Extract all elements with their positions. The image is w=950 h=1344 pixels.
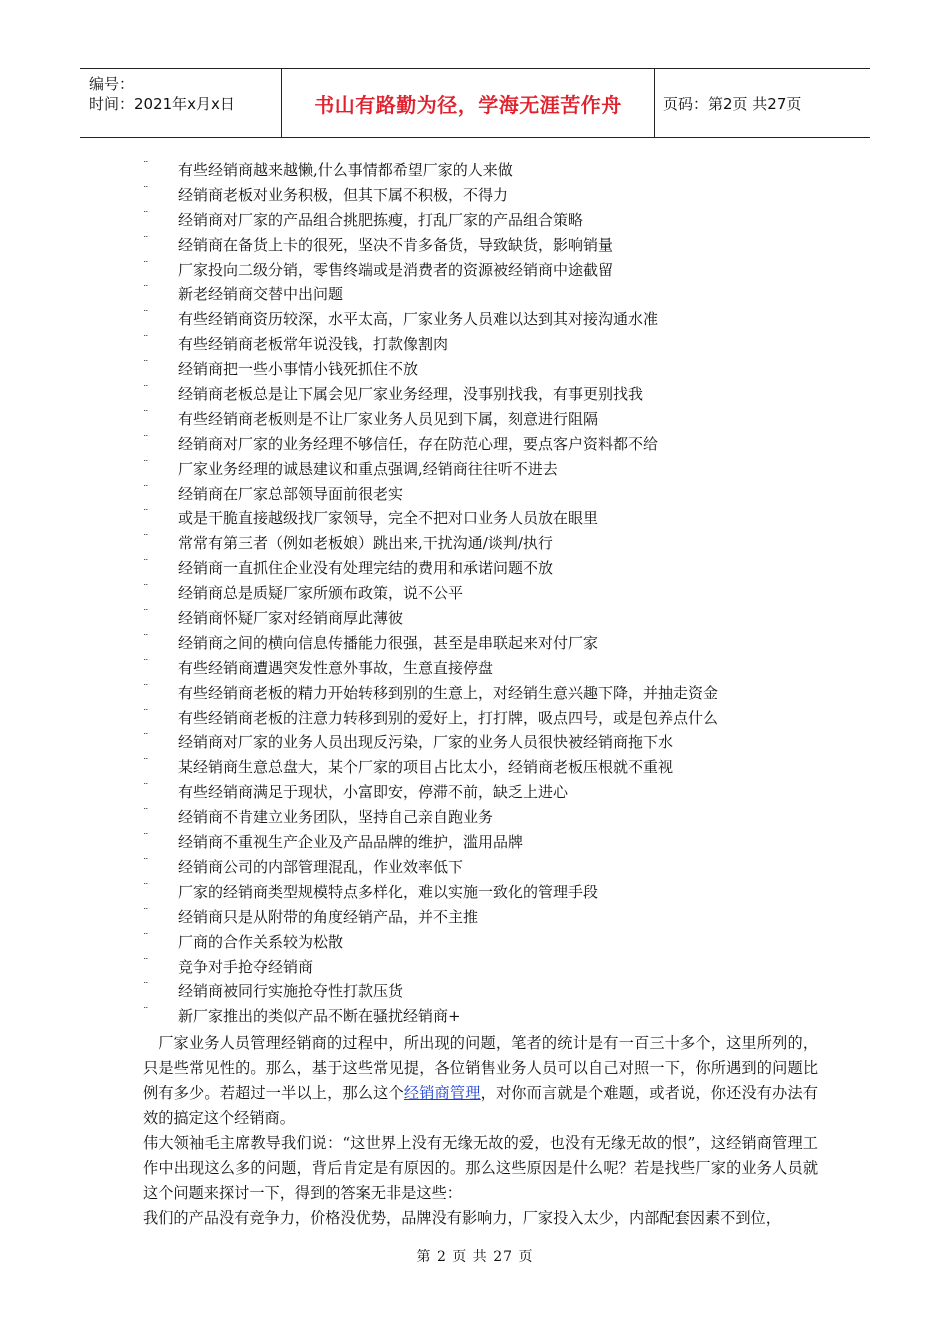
list-item-text: 新厂家推出的类似产品不断在骚扰经销商+ <box>178 1007 461 1026</box>
list-item <box>143 730 823 755</box>
list-item <box>143 432 823 457</box>
list-item <box>143 905 823 930</box>
bullet-icon: ¨ <box>143 831 149 845</box>
list-item <box>143 780 823 805</box>
list-item-text: 有些经销商满足于现状，小富即安，停滞不前，缺乏上进心 <box>178 783 569 802</box>
list-item <box>143 531 823 556</box>
link-dealer-management[interactable]: 经销商管理 <box>403 1083 481 1102</box>
list-item-text: 有些经销商老板则是不让厂家业务人员见到下属，刻意进行阻隔 <box>178 409 599 428</box>
bullet-icon: ¨ <box>143 557 149 571</box>
list-item <box>143 158 823 183</box>
problem-list <box>143 158 823 1029</box>
bullet-icon: ¨ <box>143 980 149 994</box>
list-item-text: 或是干脆直接越级找厂家领导，完全不把对口业务人员放在眼里 <box>178 509 599 528</box>
list-item <box>143 755 823 780</box>
paragraph-3: 我们的产品没有竞争力，价格没优势，品牌没有影响力，厂家投入太少，内部配套因素不到位， <box>143 1209 781 1227</box>
list-item-text: 经销商不肯建立业务团队，坚持自己亲自跑业务 <box>178 808 494 827</box>
list-item <box>143 208 823 233</box>
paragraph-1 <box>143 1031 818 1131</box>
bullet-icon: ¨ <box>143 930 149 944</box>
list-item <box>143 332 823 357</box>
bullet-icon: ¨ <box>143 457 149 471</box>
list-item <box>143 258 823 283</box>
list-item-text: 竞争对手抢夺经销商 <box>178 957 314 976</box>
list-item-text: 经销商只是从附带的角度经销产品，并不主推 <box>178 907 479 926</box>
list-item-text: 厂家投向二级分销，零售终端或是消费者的资源被经销商中途截留 <box>178 260 614 279</box>
list-item <box>143 307 823 332</box>
bullet-icon: ¨ <box>143 482 149 496</box>
list-item <box>143 706 823 731</box>
list-item-text: 有些经销商老板常年说没钱，打款像割肉 <box>178 335 449 354</box>
list-item <box>143 606 823 631</box>
bullet-icon: ¨ <box>143 432 149 446</box>
list-item-text: 经销商老板对业务积极，但其下属不积极，不得力 <box>178 185 509 204</box>
number-label: 编号： <box>89 75 135 93</box>
list-item <box>143 282 823 307</box>
list-item-text: 经销商一直抓住企业没有处理完结的费用和承诺问题不放 <box>178 559 554 578</box>
bullet-icon: ¨ <box>143 855 149 869</box>
list-item-text: 经销商公司的内部管理混乱，作业效率低下 <box>178 857 464 876</box>
list-item <box>143 581 823 606</box>
paragraph-2: 伟大领袖毛主席教导我们说：“这世界上没有无缘无故的爱，也没有无缘无故的恨”，这经销商管理工作中出现这么多的问题，背后肯定是有原因的。那么这些原因是什么呢？若是找些厂家的业务人员就这个问题来探讨一下，得到的答案无非是这些： <box>143 1134 818 1202</box>
bullet-icon: ¨ <box>143 258 149 272</box>
bullet-icon: ¨ <box>143 582 149 596</box>
list-item-text: 经销商被同行实施抢夺性打款压货 <box>178 982 404 1001</box>
list-item <box>143 830 823 855</box>
list-item-text: 经销商怀疑厂家对经销商厚此薄彼 <box>178 609 404 628</box>
list-item <box>143 482 823 507</box>
list-item <box>143 233 823 258</box>
list-item-text: 经销商在备货上卡的很死，坚决不肯多备货，导致缺货，影响销量 <box>178 235 614 254</box>
bullet-icon: ¨ <box>143 159 149 172</box>
bullet-icon: ¨ <box>143 656 149 670</box>
list-item-text: 厂家的经销商类型规模特点多样化，难以实施一致化的管理手段 <box>178 882 599 901</box>
list-item-text: 有些经销商资历较深，水平太高，厂家业务人员难以达到其对接沟通水准 <box>178 310 659 329</box>
list-item-text: 经销商对厂家的业务人员出现反污染，厂家的业务人员很快被经销商拖下水 <box>178 733 674 752</box>
list-item <box>143 407 823 432</box>
bullet-icon: ¨ <box>143 880 149 894</box>
bullet-icon: ¨ <box>143 308 149 322</box>
bullet-icon: ¨ <box>143 532 149 546</box>
list-item <box>143 681 823 706</box>
list-item <box>143 979 823 1004</box>
list-item <box>143 183 823 208</box>
list-item-text: 经销商之间的横向信息传播能力很强，甚至是串联起来对付厂家 <box>178 633 599 652</box>
list-item-text: 经销商老板总是让下属会见厂家业务经理，没事别找我，有事更别找我 <box>178 385 644 404</box>
page-footer: 第 2 页 共 27 页 <box>416 1249 534 1265</box>
list-item-text: 有些经销商越来越懒,什么事情都希望厂家的人来做 <box>178 161 513 179</box>
bullet-icon: ¨ <box>143 905 149 919</box>
list-item <box>143 457 823 482</box>
list-item-text: 有些经销商老板的注意力转移到别的爱好上，打打牌，吸点四号，或是包养点什么 <box>178 708 719 727</box>
bullet-icon: ¨ <box>143 731 149 745</box>
list-item-text: 经销商不重视生产企业及产品品牌的维护，滥用品牌 <box>178 833 524 852</box>
bullet-icon: ¨ <box>143 781 149 795</box>
list-item <box>143 880 823 905</box>
bullet-icon: ¨ <box>143 358 149 372</box>
motto: 书山有路勤为径，学海无涯苦作舟 <box>314 92 622 117</box>
bullet-icon: ¨ <box>143 383 149 397</box>
page-info: 页码：第2页 共27页 <box>663 94 802 113</box>
bullet-icon: ¨ <box>143 407 149 421</box>
bullet-icon: ¨ <box>143 706 149 720</box>
bullet-icon: ¨ <box>143 333 149 347</box>
list-item <box>143 506 823 531</box>
time-label: 时间：2021年x月x日 <box>89 95 235 113</box>
list-item <box>143 805 823 830</box>
list-item <box>143 1004 823 1029</box>
list-item-text: 常常有第三者（例如老板娘）跳出来,干扰沟通/谈判/执行 <box>178 534 553 553</box>
bullet-icon: ¨ <box>143 283 149 297</box>
bullet-icon: ¨ <box>143 806 149 820</box>
list-item <box>143 357 823 382</box>
bullet-icon: ¨ <box>143 631 149 645</box>
list-item-text: 有些经销商遭遇突发性意外事故，生意直接停盘 <box>178 658 494 677</box>
list-item-text: 新老经销商交替中出问题 <box>178 285 344 304</box>
header-left-cell <box>80 69 282 137</box>
bullet-icon: ¨ <box>143 183 149 197</box>
header-right-cell <box>655 69 870 137</box>
bullet-icon: ¨ <box>143 756 149 770</box>
bullet-icon: ¨ <box>143 208 149 222</box>
paragraph-1-text-a: 厂家业务人员管理经销商的过程中，所出现的问题，笔者的统计是有一百三十多个，这里所列的，只是些常见性的。那么，基于这些常见提，各位销售业务人员可以自己对照一下，你所遇到的问题比例有多少。若超过一半以上，那么这个 <box>143 1034 818 1102</box>
paragraph-1-text-b: ，对你而言就是个难题，或者说，你还没有办法有效的搞定这个经销商。 <box>143 1083 819 1127</box>
list-item <box>143 556 823 581</box>
bullet-icon: ¨ <box>143 955 149 969</box>
bullet-icon: ¨ <box>143 507 149 521</box>
bullet-icon: ¨ <box>143 233 149 247</box>
list-item-text: 经销商在厂家总部领导面前很老实 <box>178 484 404 503</box>
list-item-text: 经销商把一些小事情小钱死抓住不放 <box>178 360 419 379</box>
bullet-icon: ¨ <box>143 1005 149 1019</box>
list-item-text: 厂家业务经理的诚恳建议和重点强调,经销商往往听不进去 <box>178 459 558 478</box>
list-item <box>143 631 823 656</box>
list-item <box>143 855 823 880</box>
header-motto-cell <box>282 69 655 137</box>
bullet-icon: ¨ <box>143 681 149 695</box>
list-item <box>143 955 823 980</box>
list-item <box>143 656 823 681</box>
list-item-text: 有些经销商老板的精力开始转移到别的生意上，对经销生意兴趣下降，并抽走资金 <box>178 683 719 702</box>
list-item <box>143 930 823 955</box>
bullet-icon: ¨ <box>143 607 149 621</box>
list-item <box>143 382 823 407</box>
list-item-text: 经销商总是质疑厂家所颁布政策，说不公平 <box>178 584 464 603</box>
list-item-text: 某经销商生意总盘大，某个厂家的项目占比太小，经销商老板压根就不重视 <box>178 758 674 777</box>
list-item-text: 经销商对厂家的业务经理不够信任，存在防范心理，要点客户资料都不给 <box>178 434 659 453</box>
header-table <box>80 68 870 138</box>
list-item-text: 经销商对厂家的产品组合挑肥拣瘦，打乱厂家的产品组合策略 <box>178 210 584 229</box>
list-item-text: 厂商的合作关系较为松散 <box>178 932 344 951</box>
